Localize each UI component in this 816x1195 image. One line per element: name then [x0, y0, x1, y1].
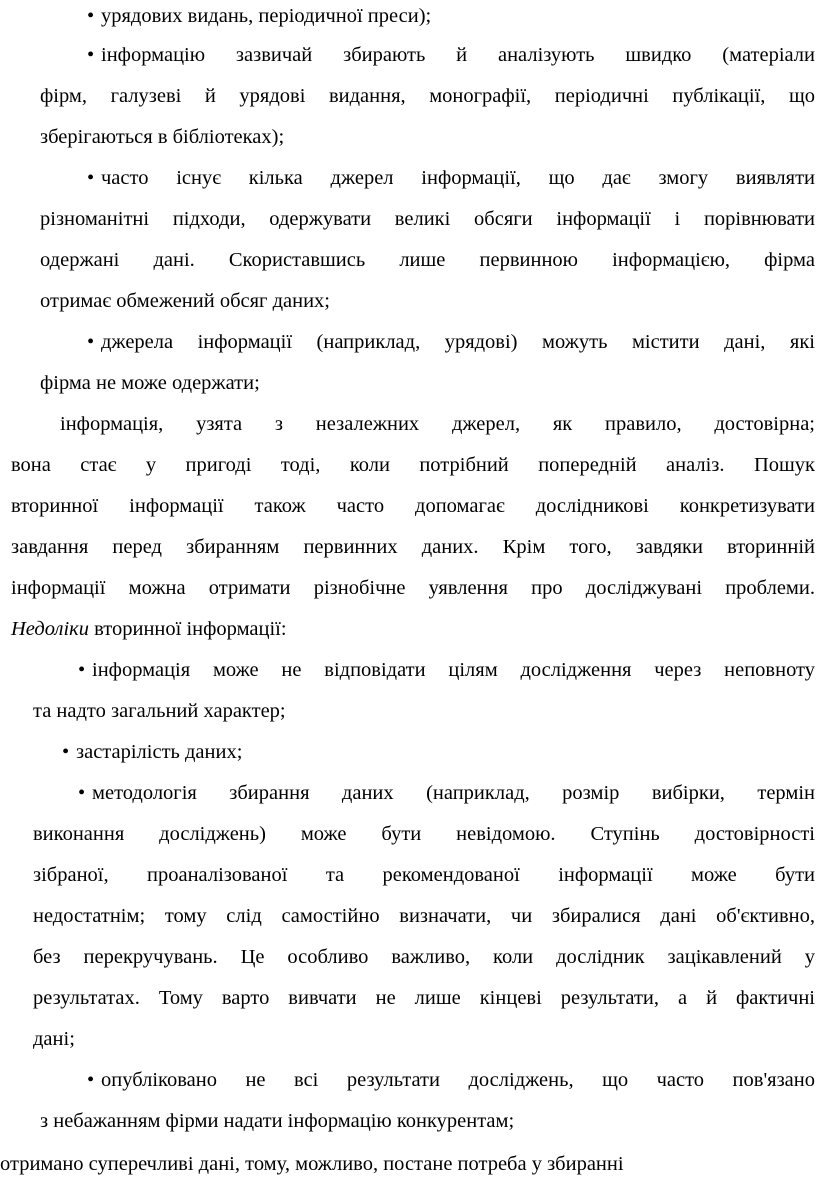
text-line: та надто загальний характер; — [33, 700, 286, 722]
text-line: з небажанням фірми надати інформацію конкурентам; — [40, 1110, 515, 1132]
emphasis-word: Недоліки — [11, 618, 89, 640]
text-line: недостатнім; тому слід самостійно визначати, чи збиралися дані об'єктивно, — [33, 905, 815, 927]
text-line: виконання досліджень) може бути невідомою. Ступінь достовірності — [33, 823, 815, 845]
bullet-glyph: • — [78, 659, 86, 681]
text-line: без перекручувань. Це особливо важливо, коли дослідник зацікавлений у — [33, 946, 815, 968]
text-line — [11, 615, 287, 643]
text-line-content: інформація може не відповідати цілям дослідження через неповноту — [92, 659, 815, 681]
text-line-content: застарілість даних; — [76, 741, 243, 763]
text-line: інформація, узята з незалежних джерел, як правило, достовірна; — [60, 413, 815, 435]
text-line — [78, 656, 815, 684]
text-line: вона стає у пригоді тоді, коли потрібний попередній аналіз. Пошук — [11, 454, 815, 476]
bullet-glyph: • — [78, 782, 86, 804]
bullet-glyph: • — [87, 5, 95, 27]
text-line-content: інформацію зазвичай збирають й аналізують швидко (матеріали — [101, 44, 815, 66]
text-line-content: часто існує кілька джерел інформації, що дає змогу виявляти — [101, 167, 815, 189]
text-line — [87, 2, 431, 30]
text-line: фірм, галузеві й урядові видання, монографії, періодичні публікації, що — [40, 85, 815, 107]
text-line: отримано суперечливі дані, тому, можливо, постане потреба у збиранні — [0, 1153, 624, 1175]
text-line: дані; — [33, 1028, 75, 1050]
text-line-content: опубліковано не всі результати досліджень, що часто пов'язано — [101, 1069, 815, 1091]
text-line-content: урядових видань, періодичної преси); — [101, 5, 432, 27]
text-line — [87, 41, 815, 69]
text-line-content: джерела інформації (наприклад, урядові) можуть містити дані, які — [101, 331, 815, 353]
text-line: різноманітні підходи, одержувати великі обсяги інформації і порівнювати — [40, 208, 815, 230]
text-line: вторинної інформації також часто допомагає дослідникові конкретизувати — [11, 495, 815, 517]
text-line: результатах. Тому варто вивчати не лише кінцеві результати, а й фактичні — [33, 987, 815, 1009]
bullet-glyph: • — [87, 44, 95, 66]
text-line — [78, 779, 815, 807]
text-line: зберігаються в бібліотеках); — [40, 126, 285, 148]
text-line: інформації можна отримати різнобічне уявлення про досліджувані проблеми. — [11, 577, 815, 599]
text-line — [87, 164, 815, 192]
bullet-glyph: • — [87, 331, 95, 353]
text-line-content: вторинної інформації: — [88, 618, 287, 640]
bullet-glyph: • — [87, 167, 95, 189]
text-line: отримає обмежений обсяг даних; — [40, 290, 331, 312]
text-line — [87, 328, 815, 356]
bullet-glyph: • — [87, 1069, 95, 1091]
text-line: одержані дані. Скориставшись лише первинною інформацією, фірма — [40, 249, 815, 271]
text-line: завдання перед збиранням первинних даних. Крім того, завдяки вторинній — [11, 536, 815, 558]
text-line — [87, 1066, 815, 1094]
bullet-glyph: • — [62, 741, 70, 763]
text-line — [62, 738, 242, 766]
text-line: зібраної, проаналізованої та рекомендованої інформації може бути — [33, 864, 815, 886]
text-line: фірма не може одержати; — [40, 372, 260, 394]
text-line-content: методологія збирання даних (наприклад, розмір вибірки, термін — [92, 782, 815, 804]
